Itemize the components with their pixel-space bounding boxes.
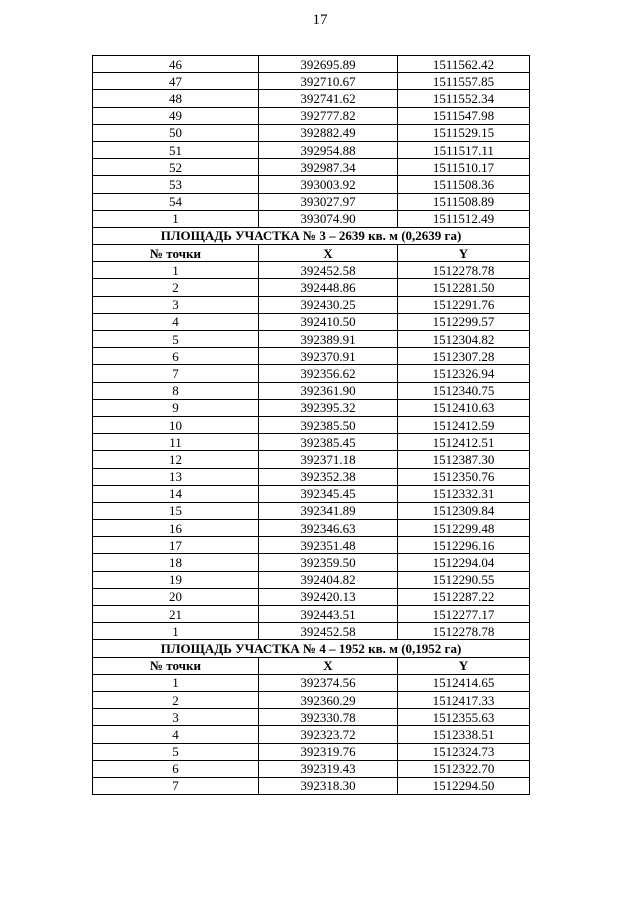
point-number-cell: 11 <box>93 434 259 451</box>
point-number-cell: 18 <box>93 554 259 571</box>
table-row <box>93 279 530 296</box>
point-number-header: № точки <box>93 245 259 262</box>
table-row <box>93 743 530 760</box>
x-coordinate-cell: 392448.86 <box>259 279 398 296</box>
x-coordinate-cell: 392361.90 <box>259 382 398 399</box>
x-coordinate-cell: 392323.72 <box>259 726 398 743</box>
y-coordinate-cell: 1512340.75 <box>398 382 530 399</box>
y-coordinate-cell: 1512324.73 <box>398 743 530 760</box>
x-coordinate-cell: 392385.50 <box>259 416 398 433</box>
table-row <box>93 141 530 158</box>
point-number-cell: 1 <box>93 262 259 279</box>
table-row <box>93 210 530 227</box>
y-coordinate-cell: 1512278.78 <box>398 262 530 279</box>
x-coordinate-cell: 392430.25 <box>259 296 398 313</box>
point-number-cell: 12 <box>93 451 259 468</box>
x-coordinate-cell: 392345.45 <box>259 485 398 502</box>
y-coordinate-cell: 1512299.57 <box>398 313 530 330</box>
table-row <box>93 107 530 124</box>
y-coordinate-cell: 1511552.34 <box>398 90 530 107</box>
section-title-row <box>93 640 530 657</box>
point-number-cell: 49 <box>93 107 259 124</box>
y-coordinate-cell: 1512277.17 <box>398 606 530 623</box>
table-row <box>93 348 530 365</box>
y-coordinate-cell: 1512296.16 <box>398 537 530 554</box>
y-coordinate-cell: 1512410.63 <box>398 399 530 416</box>
x-header: X <box>259 245 398 262</box>
x-coordinate-cell: 393074.90 <box>259 210 398 227</box>
point-number-cell: 3 <box>93 296 259 313</box>
point-number-cell: 3 <box>93 709 259 726</box>
table-row <box>93 691 530 708</box>
point-number-cell: 48 <box>93 90 259 107</box>
x-coordinate-cell: 392356.62 <box>259 365 398 382</box>
x-coordinate-cell: 392360.29 <box>259 691 398 708</box>
x-coordinate-cell: 392410.50 <box>259 313 398 330</box>
point-number-cell: 15 <box>93 502 259 519</box>
x-coordinate-cell: 392352.38 <box>259 468 398 485</box>
point-number-cell: 54 <box>93 193 259 210</box>
point-number-cell: 19 <box>93 571 259 588</box>
point-number-cell: 20 <box>93 588 259 605</box>
x-header: X <box>259 657 398 674</box>
y-coordinate-cell: 1511562.42 <box>398 56 530 73</box>
point-number-cell: 13 <box>93 468 259 485</box>
point-number-cell: 16 <box>93 520 259 537</box>
table-row <box>93 159 530 176</box>
coordinates-table-body <box>93 56 530 795</box>
y-coordinate-cell: 1512291.76 <box>398 296 530 313</box>
x-coordinate-cell: 392389.91 <box>259 331 398 348</box>
section-title: ПЛОЩАДЬ УЧАСТКА № 3 – 2639 кв. м (0,2639 га) <box>93 227 530 244</box>
point-number-cell: 4 <box>93 726 259 743</box>
table-row <box>93 537 530 554</box>
table-row <box>93 709 530 726</box>
y-coordinate-cell: 1512417.33 <box>398 691 530 708</box>
point-number-cell: 9 <box>93 399 259 416</box>
y-coordinate-cell: 1511508.36 <box>398 176 530 193</box>
x-coordinate-cell: 392395.32 <box>259 399 398 416</box>
x-coordinate-cell: 392777.82 <box>259 107 398 124</box>
point-number-cell: 46 <box>93 56 259 73</box>
x-coordinate-cell: 392882.49 <box>259 124 398 141</box>
point-number-cell: 5 <box>93 331 259 348</box>
point-number-cell: 7 <box>93 365 259 382</box>
y-coordinate-cell: 1512294.50 <box>398 777 530 794</box>
table-row <box>93 588 530 605</box>
y-coordinate-cell: 1512278.78 <box>398 623 530 640</box>
x-coordinate-cell: 392741.62 <box>259 90 398 107</box>
table-row <box>93 520 530 537</box>
table-row <box>93 468 530 485</box>
table-row <box>93 502 530 519</box>
y-coordinate-cell: 1512281.50 <box>398 279 530 296</box>
table-row <box>93 777 530 794</box>
x-coordinate-cell: 392371.18 <box>259 451 398 468</box>
x-coordinate-cell: 392341.89 <box>259 502 398 519</box>
y-coordinate-cell: 1511517.11 <box>398 141 530 158</box>
y-coordinate-cell: 1511529.15 <box>398 124 530 141</box>
y-coordinate-cell: 1512332.31 <box>398 485 530 502</box>
page-number: 17 <box>312 12 328 28</box>
table-row <box>93 73 530 90</box>
table-row <box>93 296 530 313</box>
point-number-cell: 50 <box>93 124 259 141</box>
y-coordinate-cell: 1511508.89 <box>398 193 530 210</box>
table-row <box>93 571 530 588</box>
table-row <box>93 726 530 743</box>
point-number-cell: 53 <box>93 176 259 193</box>
x-coordinate-cell: 392319.76 <box>259 743 398 760</box>
point-number-cell: 8 <box>93 382 259 399</box>
table-row <box>93 176 530 193</box>
y-coordinate-cell: 1511512.49 <box>398 210 530 227</box>
point-number-cell: 17 <box>93 537 259 554</box>
x-coordinate-cell: 392346.63 <box>259 520 398 537</box>
x-coordinate-cell: 392319.43 <box>259 760 398 777</box>
x-coordinate-cell: 392351.48 <box>259 537 398 554</box>
y-header: Y <box>398 245 530 262</box>
point-number-cell: 2 <box>93 691 259 708</box>
table-row <box>93 313 530 330</box>
table-row <box>93 623 530 640</box>
x-coordinate-cell: 392385.45 <box>259 434 398 451</box>
table-row <box>93 451 530 468</box>
x-coordinate-cell: 392695.89 <box>259 56 398 73</box>
point-number-cell: 47 <box>93 73 259 90</box>
x-coordinate-cell: 393003.92 <box>259 176 398 193</box>
y-coordinate-cell: 1512322.70 <box>398 760 530 777</box>
point-number-cell: 6 <box>93 760 259 777</box>
y-coordinate-cell: 1512350.76 <box>398 468 530 485</box>
point-number-cell: 1 <box>93 210 259 227</box>
x-coordinate-cell: 393027.97 <box>259 193 398 210</box>
point-number-cell: 1 <box>93 623 259 640</box>
x-coordinate-cell: 392987.34 <box>259 159 398 176</box>
table-row <box>93 554 530 571</box>
x-coordinate-cell: 392954.88 <box>259 141 398 158</box>
x-coordinate-cell: 392443.51 <box>259 606 398 623</box>
table-row <box>93 56 530 73</box>
y-coordinate-cell: 1511510.17 <box>398 159 530 176</box>
y-coordinate-cell: 1511547.98 <box>398 107 530 124</box>
point-number-cell: 51 <box>93 141 259 158</box>
x-coordinate-cell: 392318.30 <box>259 777 398 794</box>
y-coordinate-cell: 1512412.51 <box>398 434 530 451</box>
y-coordinate-cell: 1512412.59 <box>398 416 530 433</box>
x-coordinate-cell: 392330.78 <box>259 709 398 726</box>
point-number-cell: 21 <box>93 606 259 623</box>
table-header-row <box>93 245 530 262</box>
table-row <box>93 674 530 691</box>
x-coordinate-cell: 392370.91 <box>259 348 398 365</box>
y-coordinate-cell: 1512299.48 <box>398 520 530 537</box>
y-coordinate-cell: 1512414.65 <box>398 674 530 691</box>
y-header: Y <box>398 657 530 674</box>
table-row <box>93 262 530 279</box>
y-coordinate-cell: 1512290.55 <box>398 571 530 588</box>
table-row <box>93 606 530 623</box>
point-number-cell: 52 <box>93 159 259 176</box>
x-coordinate-cell: 392359.50 <box>259 554 398 571</box>
point-number-cell: 6 <box>93 348 259 365</box>
y-coordinate-cell: 1511557.85 <box>398 73 530 90</box>
y-coordinate-cell: 1512307.28 <box>398 348 530 365</box>
table-row <box>93 382 530 399</box>
coordinates-table <box>92 55 530 795</box>
point-number-cell: 1 <box>93 674 259 691</box>
y-coordinate-cell: 1512355.63 <box>398 709 530 726</box>
x-coordinate-cell: 392452.58 <box>259 262 398 279</box>
table-row <box>93 365 530 382</box>
x-coordinate-cell: 392374.56 <box>259 674 398 691</box>
table-row <box>93 416 530 433</box>
table-row <box>93 90 530 107</box>
point-number-header: № точки <box>93 657 259 674</box>
point-number-cell: 14 <box>93 485 259 502</box>
table-row <box>93 193 530 210</box>
y-coordinate-cell: 1512326.94 <box>398 365 530 382</box>
y-coordinate-cell: 1512294.04 <box>398 554 530 571</box>
table-row <box>93 399 530 416</box>
section-title-row <box>93 227 530 244</box>
table-row <box>93 331 530 348</box>
point-number-cell: 5 <box>93 743 259 760</box>
y-coordinate-cell: 1512309.84 <box>398 502 530 519</box>
point-number-cell: 10 <box>93 416 259 433</box>
x-coordinate-cell: 392452.58 <box>259 623 398 640</box>
x-coordinate-cell: 392420.13 <box>259 588 398 605</box>
point-number-cell: 7 <box>93 777 259 794</box>
y-coordinate-cell: 1512338.51 <box>398 726 530 743</box>
point-number-cell: 2 <box>93 279 259 296</box>
x-coordinate-cell: 392710.67 <box>259 73 398 90</box>
table-row <box>93 760 530 777</box>
y-coordinate-cell: 1512387.30 <box>398 451 530 468</box>
point-number-cell: 4 <box>93 313 259 330</box>
table-row <box>93 124 530 141</box>
section-title: ПЛОЩАДЬ УЧАСТКА № 4 – 1952 кв. м (0,1952 га) <box>93 640 530 657</box>
table-header-row <box>93 657 530 674</box>
y-coordinate-cell: 1512304.82 <box>398 331 530 348</box>
table-row <box>93 485 530 502</box>
table-row <box>93 434 530 451</box>
y-coordinate-cell: 1512287.22 <box>398 588 530 605</box>
x-coordinate-cell: 392404.82 <box>259 571 398 588</box>
